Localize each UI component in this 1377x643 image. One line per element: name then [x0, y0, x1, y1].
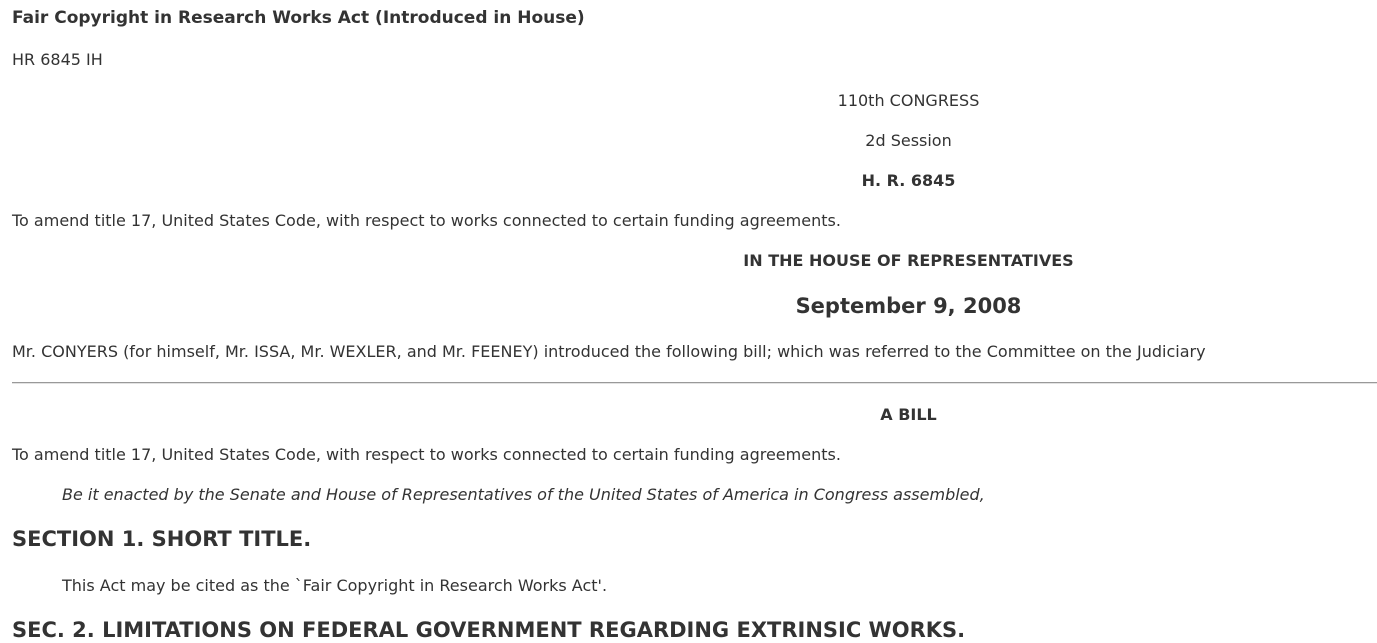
sponsor-line: Mr. CONYERS (for himself, Mr. ISSA, Mr. WEXLER, and Mr. FEENEY) introduced the following bill; which was referred to the Committee on the Judiciary	[12, 341, 1206, 361]
official-title-repeat: To amend title 17, United States Code, with respect to works connected to certain funding agreements.	[12, 445, 841, 465]
bill-id: HR 6845 IH	[12, 50, 103, 70]
section-divider	[12, 382, 1377, 384]
chamber-heading: IN THE HOUSE OF REPRESENTATIVES	[743, 251, 1074, 271]
bill-number: H. R. 6845	[861, 170, 956, 190]
section-1-text: This Act may be cited as the `Fair Copyright in Research Works Act'.	[62, 575, 608, 595]
section-2-heading: SEC. 2. LIMITATIONS ON FEDERAL GOVERNMENT REGARDING EXTRINSIC WORKS.	[12, 617, 966, 642]
session-line: 2d Session	[865, 130, 952, 150]
enacting-clause: Be it enacted by the Senate and House of Representatives of the United States of America in Congress assembled,	[62, 485, 985, 505]
introduction-date: September 9, 2008	[795, 293, 1022, 318]
section-1-heading: SECTION 1. SHORT TITLE.	[12, 527, 312, 552]
congress-line: 110th CONGRESS	[837, 90, 980, 110]
bill-label: A BILL	[880, 404, 937, 424]
document-title: Fair Copyright in Research Works Act (Introduced in House)	[12, 8, 585, 28]
official-title: To amend title 17, United States Code, with respect to works connected to certain funding agreements.	[12, 211, 841, 231]
